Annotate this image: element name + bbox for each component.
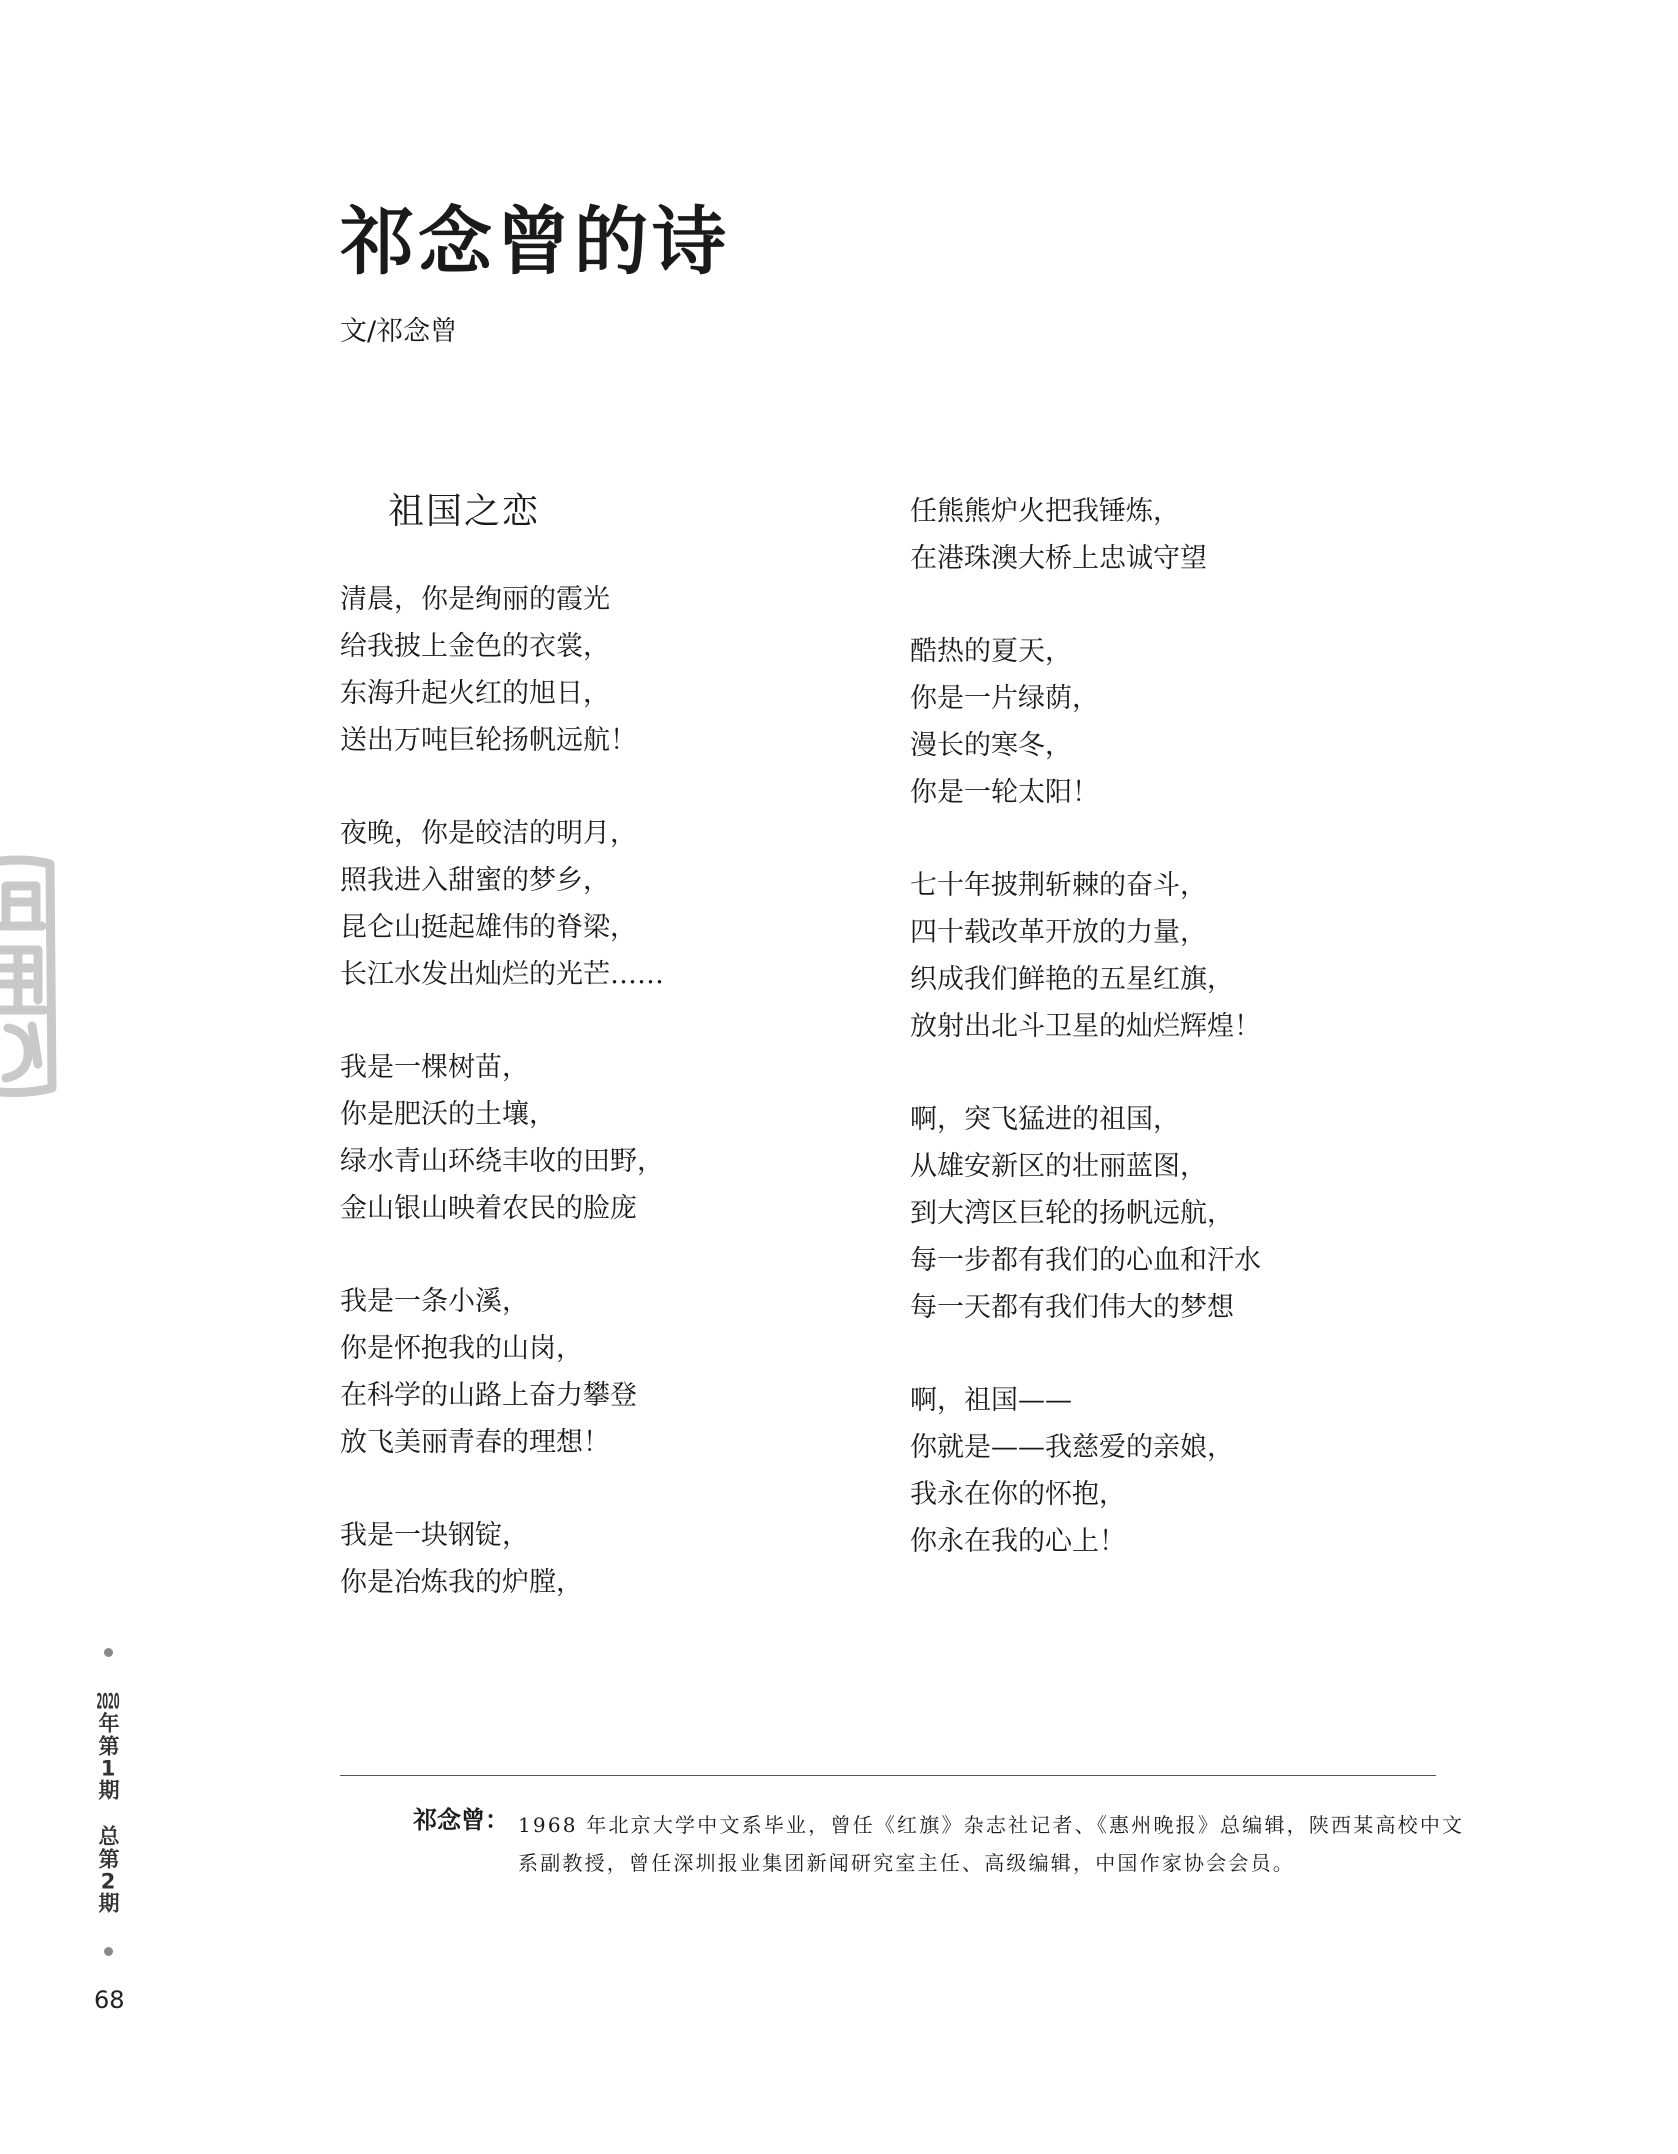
poem-stanza <box>340 810 860 998</box>
poem-line: 在科学的山路上奋力攀登 <box>340 1380 637 1411</box>
author-bio <box>518 1806 1465 1882</box>
poem-line: 送出万吨巨轮扬帆远航！ <box>340 725 637 756</box>
seal-stamp-icon <box>0 850 68 1102</box>
issue-info-vertical <box>93 1648 123 1956</box>
poem-stanza <box>340 1512 860 1606</box>
poem-right-column <box>910 488 1430 1611</box>
poem-line: 金山银山映着农民的脸庞 <box>340 1193 637 1224</box>
poem-line: 你是怀抱我的山岗， <box>340 1333 583 1364</box>
poem-title: 祖国之恋 <box>388 491 541 532</box>
author-byline: 文/祁念曾 <box>340 316 458 347</box>
poem-line: 织成我们鲜艳的五星红旗， <box>910 964 1234 995</box>
bio-divider <box>340 1775 1436 1776</box>
issue-label: 2020年第1期 总第2期 <box>96 1691 120 1915</box>
poem-line: 夜晚，你是皎洁的明月， <box>340 818 637 849</box>
poem-line: 照我进入甜蜜的梦乡， <box>340 865 610 896</box>
poem-stanza <box>910 1096 1430 1331</box>
poem-line: 我是一块钢锭， <box>340 1520 529 1551</box>
poem-stanza <box>910 628 1430 816</box>
poem-left-column <box>340 576 860 1652</box>
poem-line: 在港珠澳大桥上忠诚守望 <box>910 543 1207 574</box>
poem-line: 你是一轮太阳！ <box>910 777 1099 808</box>
poem-stanza <box>340 1278 860 1466</box>
poem-line: 清晨，你是绚丽的霞光 <box>340 584 610 615</box>
poem-line: 四十载改革开放的力量， <box>910 917 1207 948</box>
poem-stanza <box>910 1377 1430 1565</box>
poem-line: 昆仑山挺起雄伟的脊梁， <box>340 912 637 943</box>
poem-line: 放射出北斗卫星的灿烂辉煌！ <box>910 1011 1261 1042</box>
poem-line: 从雄安新区的壮丽蓝图， <box>910 1151 1207 1182</box>
poem-line: 每一天都有我们伟大的梦想 <box>910 1292 1234 1323</box>
poem-line: 啊，祖国—— <box>910 1385 1072 1416</box>
poem-line: 长江水发出灿烂的光芒…… <box>340 959 664 990</box>
issue-dot-bottom <box>104 1947 113 1956</box>
issue-dot-top <box>104 1648 113 1657</box>
poem-line: 放飞美丽青春的理想！ <box>340 1427 610 1458</box>
poem-line: 任熊熊炉火把我锤炼， <box>910 496 1180 527</box>
poem-line: 你就是——我慈爱的亲娘， <box>910 1432 1234 1463</box>
poem-line: 到大湾区巨轮的扬帆远航， <box>910 1198 1234 1229</box>
poem-stanza <box>910 488 1430 582</box>
poem-line: 啊，突飞猛进的祖国， <box>910 1104 1180 1135</box>
poem-line: 给我披上金色的衣裳， <box>340 631 610 662</box>
poem-line: 绿水青山环绕丰收的田野， <box>340 1146 664 1177</box>
poem-line: 我永在你的怀抱， <box>910 1479 1126 1510</box>
bio-line-1: 1968 年北京大学中文系毕业，曾任《红旗》杂志社记者、《惠州晚报》总编辑，陕西某高校中文 <box>518 1813 1465 1837</box>
poem-stanza <box>340 576 860 764</box>
poem-line: 你是肥沃的土壤， <box>340 1099 556 1130</box>
poem-line: 我是一条小溪， <box>340 1286 529 1317</box>
poem-line: 你是冶炼我的炉膛， <box>340 1567 583 1598</box>
article-title: 祁念曾的诗 <box>340 199 730 285</box>
poem-line: 我是一棵树苗， <box>340 1052 529 1083</box>
poem-line: 你永在我的心上！ <box>910 1526 1126 1557</box>
poem-line: 东海升起火红的旭日， <box>340 678 610 709</box>
poem-line: 酷热的夏天， <box>910 636 1072 667</box>
poem-stanza <box>910 862 1430 1050</box>
poem-stanza <box>340 1044 860 1232</box>
bio-line-2: 系副教授，曾任深圳报业集团新闻研究室主任、高级编辑，中国作家协会会员。 <box>518 1851 1295 1875</box>
poem-line: 漫长的寒冬， <box>910 730 1072 761</box>
poem-line: 你是一片绿荫， <box>910 683 1099 714</box>
page-number: 68 <box>94 1986 125 2014</box>
poem-line: 七十年披荆斩棘的奋斗， <box>910 870 1207 901</box>
bio-label: 祁念曾： <box>413 1806 509 1834</box>
poem-line: 每一步都有我们的心血和汗水 <box>910 1245 1261 1276</box>
